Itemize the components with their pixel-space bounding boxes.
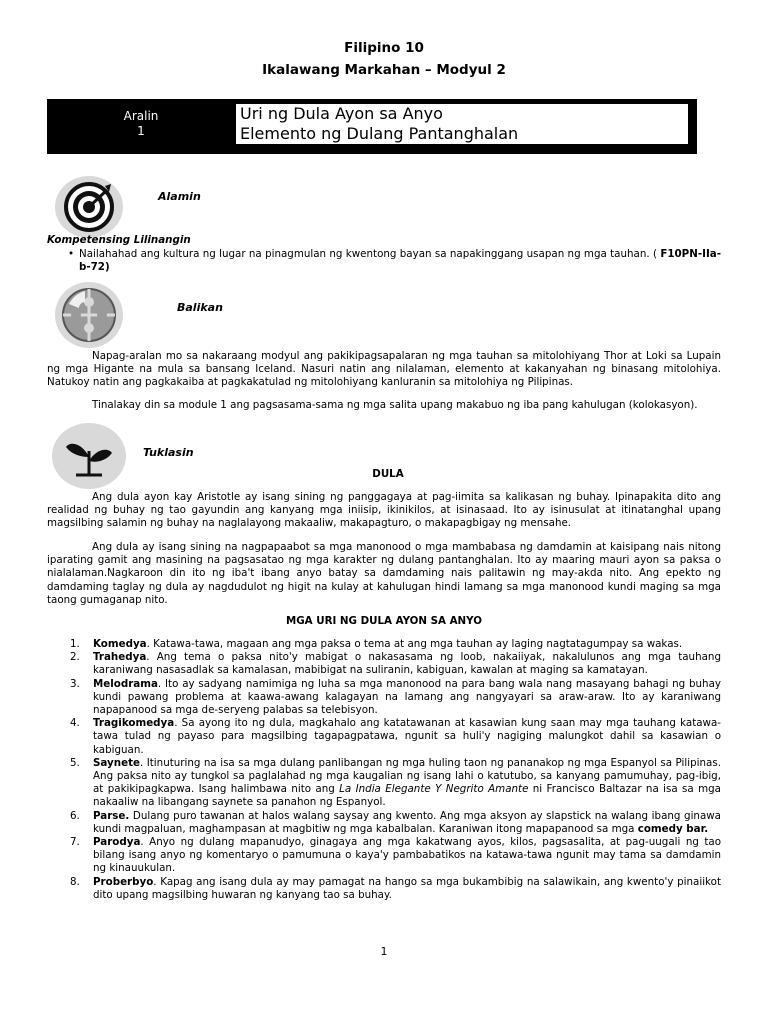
lesson-title-box [234, 102, 690, 146]
type-item-tragikomedya [47, 717, 721, 757]
alamin-heading: Alamin [158, 190, 201, 203]
type-item-melodrama [47, 678, 721, 718]
type-description: Dulang puro tawanan at halos walang saysay ang kwento. Ang mga aksyon ay slapstick na walang ibang ginawa kundi magpaluan, maghampasan at magbitiw ng mga kabalbalan. Karaniwan itong mapapanood sa mga [93, 809, 721, 835]
types-list-title: MGA URI NG DULA AYON SA ANYO [285, 615, 483, 627]
item-number: 1. [70, 638, 80, 650]
type-description: . Ang tema o paksa nito'y mabigat o nakasasama ng loob, nakaiiyak, nakalulunos ang mga tauhang karaniwang nasasadlak sa kamalasan, mabibigat na suliranin, kabiguan, kawalan at maging sa kamatayan. [93, 651, 721, 677]
lesson-label-number: 1 [137, 124, 145, 138]
type-description: . Itinuturing na isa sa mga dulang panlibangan ng mga huling taon ng pananakop ng mga Espanyol sa Pilipinas. Ang paksa nito ay tungkol sa paglalahad ng mga kaugalian ng isang lahi o katutubo, sa kanyang pamumuhay, pag-ibig, at pakikipagkapwa. Isang halimbawa nito ang [93, 756, 721, 796]
type-item-komedya [47, 638, 721, 651]
example-title: La India Elegante Y Negrito Amante [339, 783, 529, 796]
lesson-title-line1: Uri ng Dula Ayon sa Anyo [240, 104, 443, 123]
type-item-parse [47, 810, 721, 836]
type-emphasis: comedy bar. [637, 822, 709, 835]
type-item-trahedya [47, 651, 721, 677]
module-quarter-subtitle: Ikalawang Markahan – Modyul 2 [262, 62, 506, 78]
competency-list [47, 248, 721, 274]
type-term: Parse. [93, 809, 130, 822]
type-term: Tragikomedya [93, 717, 175, 730]
lesson-banner [47, 99, 697, 154]
dula-paragraph-1: Ang dula ayon kay Aristotle ay isang sining ng panggagaya at pag-iimita sa kalikasan ng buhay. Ipinapakita dito ang realidad ng buhay ng tao gayundin ang kanyang mga iniisip, ikinikilos, at isinasaad. Ito ay isinusulat at itinatanghal upang magsilbing salamin ng buhay na naglalayong makaaliw, makapagturo, o makapagbigay ng mensahe. [47, 491, 721, 530]
lesson-title-line2: Elemento ng Dulang Pantanghalan [240, 124, 519, 143]
item-number: 5. [70, 756, 80, 769]
type-description: . Sa ayong ito ng dula, magkahalo ang katatawanan at kasawian kung saan may mga tauhang katawa-tawa tulad ng payaso para magsilbing tagapagpatawa, ngunit sa huli'y nagiging malungkot dahil sa kasawian o kabiguan. [93, 717, 721, 756]
item-number: 8. [70, 875, 80, 888]
type-description-end: ni Francisco Baltazar na isa sa mga nakaaliw na libangang saynete sa panahon ng Espanyol. [93, 783, 721, 809]
dula-title: DULA [372, 468, 404, 480]
balikan-heading: Balikan [177, 301, 223, 314]
item-number: 6. [70, 809, 80, 822]
type-term: Komedya [93, 638, 147, 650]
competency-item [47, 248, 721, 274]
page-number: 1 [380, 945, 388, 958]
types-list [47, 638, 721, 902]
item-number: 7. [70, 836, 80, 849]
type-description: . Ito ay sadyang namimiga ng luha sa mga manonood na para bang wala nang masayang bahagi ng buhay kundi pawang problema at kaawa-awang kalagayan na lamang ang nangyayari sa araw-araw. Ito ay karaniwang napapanood sa mga de-seryeng palabas sa telebisyon. [93, 677, 721, 717]
type-item-saynete [47, 757, 721, 810]
type-description: . Kapag ang isang dula ay may pamagat na hango sa mga bukambibig na salawikain, ang kwento'y pinaiikot dito upang magsilbing huwaran ng kanyang tao sa buhay. [93, 875, 721, 901]
type-term: Parodya [93, 836, 141, 849]
tuklasin-heading: Tuklasin [143, 446, 194, 459]
type-description: . Katawa-tawa, magaan ang mga paksa o tema at ang mga tauhan ay laging nagtatagumpay sa wakas. [146, 638, 683, 650]
lesson-number-label [47, 109, 235, 139]
module-subject-title: Filipino 10 [344, 40, 424, 56]
target-icon [55, 176, 123, 238]
competency-code: F10PN-IIa-b-72) [79, 248, 721, 274]
balikan-paragraph-1: Napag-aralan mo sa nakaraang modyul ang pakikipagsapalaran ng mga tauhan sa mitolohiyang Thor at Loki sa Lupain ng mga Higante na mula sa bansang Iceland. Nasuri natin ang nilalaman, elemento at kakanyahan ng binasang mitolohiya. Natukoy natin ang pagkakaiba at pagkakatulad ng mitolohiyang kanluranin sa mitolohiya ng Pilipinas. [47, 350, 721, 389]
type-term: Trahedya [93, 651, 147, 664]
type-description: . Anyo ng dulang mapanudyo, ginagaya ang mga kakatwang ayos, kilos, pagsasalita, at pag-uugali ng tao bilang isang anyo ng komentaryo o pamumuna o kaya'y pambabatikos na katawa-tawa ngunit may tama sa damdamin ng kinauukulan. [93, 836, 721, 875]
item-number: 2. [70, 651, 80, 664]
type-item-parodya [47, 836, 721, 876]
item-number: 4. [70, 717, 80, 730]
balikan-paragraph-2: Tinalakay din sa module 1 ang pagsasama-sama ng mga salita upang makabuo ng iba pang kahulugan (kolokasyon). [92, 399, 698, 411]
type-item-proberbyo [47, 876, 721, 902]
type-term: Melodrama [93, 677, 158, 690]
dula-paragraph-2: Ang dula ay isang sining na nagpapaabot sa mga manonood o mga mambabasa ng damdamin at kaisipang nais nitong iparating gamit ang masining na pagsasatao ng mga karakter ng dulang pantanghalan. Ito ay maaring mauri ayon sa paksa o nialalaman.Nagkaroon din ito ng iba't ibang anyo batay sa damdaming nais palitawin ng may-akda nito. Ang epekto ng damdaming taglay ng dula ay nagdudulot ng higit na kulay at kahulugan hindi lamang sa mga manonood kundi maging sa mga taong gumaganap nito. [47, 541, 721, 606]
type-term: Proberbyo [93, 875, 154, 888]
lesson-label-word: Aralin [123, 109, 159, 123]
item-number: 3. [70, 677, 80, 690]
puzzle-icon [55, 282, 123, 348]
type-term: Saynete [93, 756, 140, 769]
competency-label: Kompetensing Lilinangin [47, 234, 191, 246]
competency-text: Nailahahad ang kultura ng lugar na pinagmulan ng kwentong bayan sa napakinggang usapan ng mga tauhan. ( [79, 248, 661, 260]
